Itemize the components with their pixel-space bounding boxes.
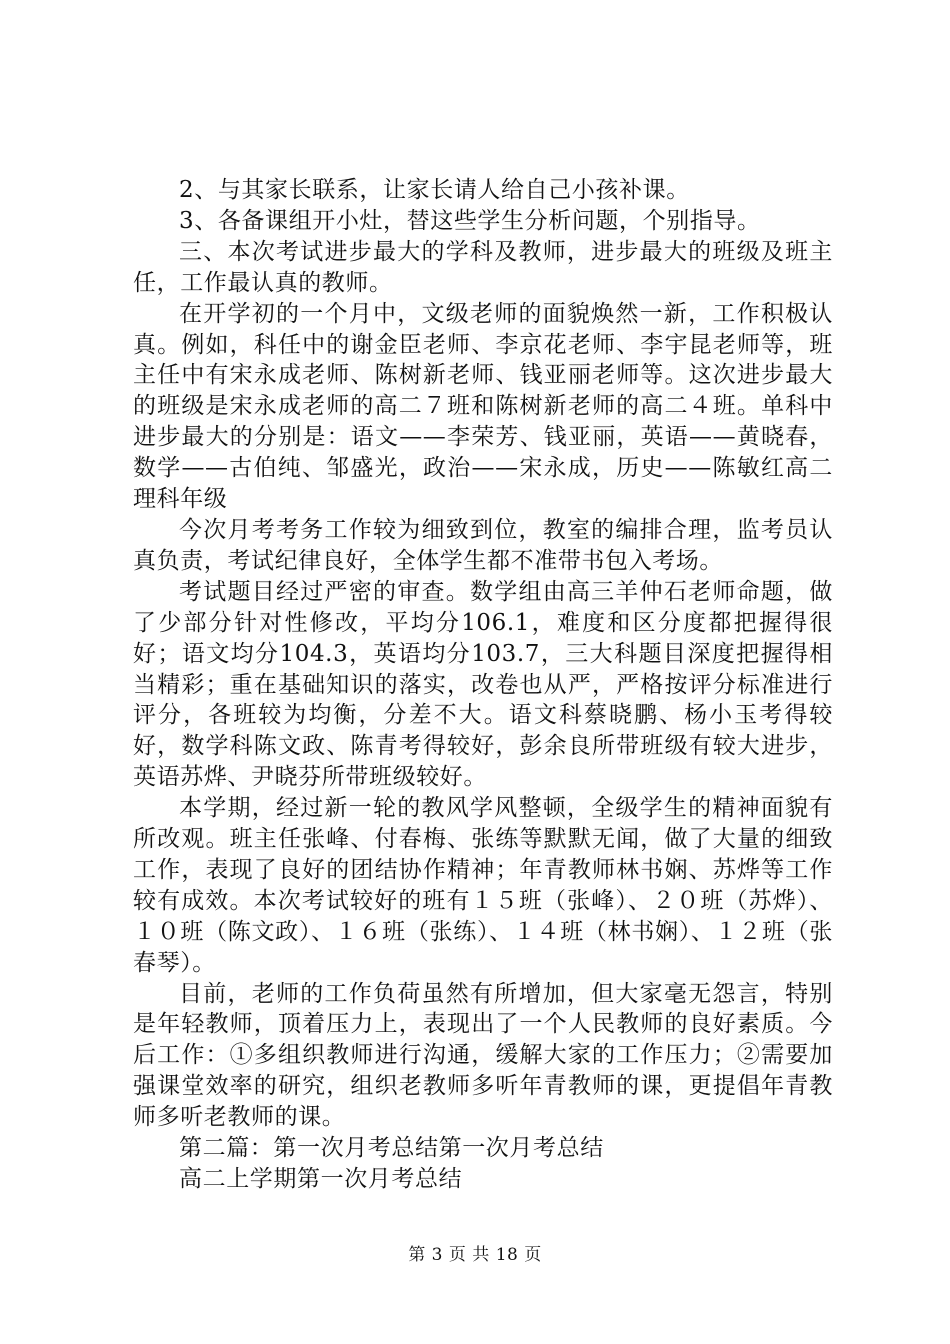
paragraph: 3、各备课组开小灶，替这些学生分析问题，个别指导。 (179, 207, 761, 234)
paragraph: 今次月考考务工作较为细致到位，教室的编排合理，监考员认真负责，考试纪律良好，全体学生都不准带书包入考场。 (133, 516, 833, 574)
paragraph: 2、与其家长联系，让家长请人给自己小孩补课。 (179, 177, 690, 203)
chapter-title: 第二篇：第一次月考总结第一次月考总结 (179, 1135, 604, 1162)
document-body (133, 175, 833, 1195)
paragraph: 考试题目经过严密的审查。数学组由高三羊仲石老师命题，做了少部分针对性修改，平均分106.1，难度和区分度都把握得很好；语文均分104.3，英语均分103.7，三大科题目深度把握得相当精彩；重在基础知识的落实，改卷也从严，严格按评分标准进行评分，各班较为均衡，分差不大。语文科蔡晓鹏、杨小玉考得较好，数学科陈文政、陈青考得较好，彭余良所带班级有较大进步，英语苏烨、尹晓芬所带班级较好。 (133, 578, 833, 791)
page-footer (0, 1240, 950, 1265)
paragraph: 在开学初的一个月中，文级老师的面貌焕然一新，工作积极认真。例如，科任中的谢金臣老师、李京花老师、李宇昆老师等，班主任中有宋永成老师、陈树新老师、钱亚丽老师等。这次进步最大的班级是宋永成老师的高二７班和陈树新老师的高二４班。单科中进步最大的分别是：语文——李荣芳、钱亚丽，英语——黄晓春，数学——古伯纯、邹盛光，政治——宋永成，历史——陈敏红高二理科年级 (133, 300, 833, 513)
document-subtitle: 高二上学期第一次月考总结 (179, 1166, 463, 1192)
paragraph: 目前，老师的工作负荷虽然有所增加，但大家毫无怨言，特别是年轻教师，顶着压力上，表现出了一个人民教师的良好素质。今后工作：①多组织教师进行沟通，缓解大家的工作压力；②需要加强课堂效率的研究，组织老教师多听年青教师的课，更提倡年青教师多听老教师的课。 (133, 980, 833, 1131)
page-number: 第 3 页 共 18 页 (408, 1245, 542, 1265)
section-heading: 三、本次考试进步最大的学科及教师，进步最大的班级及班主任，工作最认真的教师。 (133, 238, 833, 296)
paragraph: 本学期，经过新一轮的教风学风整顿，全级学生的精神面貌有所改观。班主任张峰、付春梅、张练等默默无闻，做了大量的细致工作，表现了良好的团结协作精神；年青教师林书娴、苏烨等工作较有成效。本次考试较好的班有１５班（张峰）、２０班（苏烨）、１０班（陈文政）、１６班（张练）、１４班（林书娴）、１２班（张春琴）。 (133, 795, 833, 976)
